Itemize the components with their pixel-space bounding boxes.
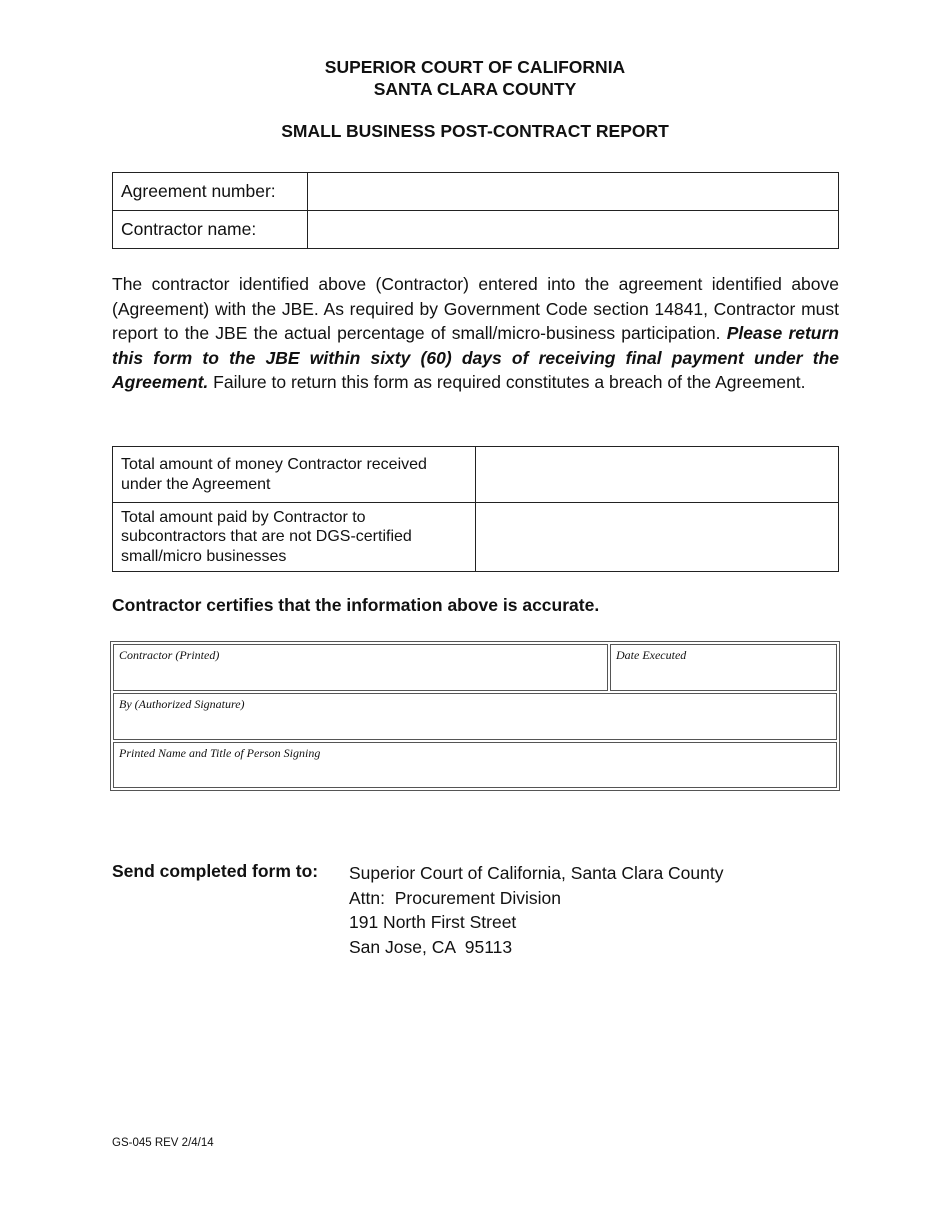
- address-line: Attn: Procurement Division: [349, 887, 562, 908]
- instructions-paragraph: [112, 272, 839, 395]
- date-executed-label: Date Executed: [616, 648, 687, 662]
- instructions-text-2: Failure to return this form as required constitutes a breach of the Agreement.: [208, 372, 806, 393]
- signature-block: [110, 641, 840, 791]
- date-executed-field[interactable]: [610, 644, 837, 691]
- amount-received-field[interactable]: [476, 447, 839, 503]
- amount-paid-field[interactable]: [476, 503, 839, 572]
- instructions-emphasis: Please return this form to the JBE within sixty (60) days of receiving final payment under the Agreement.: [112, 323, 839, 393]
- agreement-number-label: Agreement number:: [113, 173, 308, 211]
- mailing-address: [349, 861, 724, 959]
- agreement-info-table: [112, 172, 839, 249]
- contractor-printed-label: Contractor (Printed): [119, 648, 220, 662]
- contractor-name-field[interactable]: [308, 211, 839, 249]
- court-name: SUPERIOR COURT OF CALIFORNIA: [324, 57, 626, 77]
- instructions-text-1: The contractor identified above (Contractor) entered into the agreement identified above (Agreement) with the JBE. As required by Government Code section 14841, Contractor must report to the JBE the actual percentage of small/micro-business participation.: [112, 274, 839, 344]
- address-line: San Jose, CA 95113: [349, 936, 513, 957]
- printed-name-title-label: Printed Name and Title of Person Signing: [119, 746, 321, 760]
- amount-paid-label: Total amount paid by Contractor to subcontractors that are not DGS-certified small/micro businesses: [113, 503, 476, 572]
- contractor-name-label: Contractor name:: [113, 211, 308, 249]
- amounts-table: [112, 446, 839, 572]
- agreement-number-field[interactable]: [308, 173, 839, 211]
- amount-received-label: Total amount of money Contractor received under the Agreement: [113, 447, 476, 503]
- send-to-label: Send completed form to:: [112, 861, 319, 881]
- printed-name-title-field[interactable]: [113, 742, 837, 788]
- contractor-printed-field[interactable]: [113, 644, 608, 691]
- certification-statement: Contractor certifies that the information above is accurate.: [112, 595, 600, 615]
- county-name: SANTA CLARA COUNTY: [373, 79, 577, 99]
- authorized-signature-field[interactable]: [113, 693, 837, 740]
- address-line: Superior Court of California, Santa Clara County: [349, 863, 724, 883]
- address-line: 191 North First Street: [349, 912, 517, 933]
- form-title: SMALL BUSINESS POST-CONTRACT REPORT: [281, 121, 669, 141]
- authorized-signature-label: By (Authorized Signature): [119, 697, 245, 711]
- form-revision-code: GS-045 REV 2/4/14: [112, 1137, 214, 1149]
